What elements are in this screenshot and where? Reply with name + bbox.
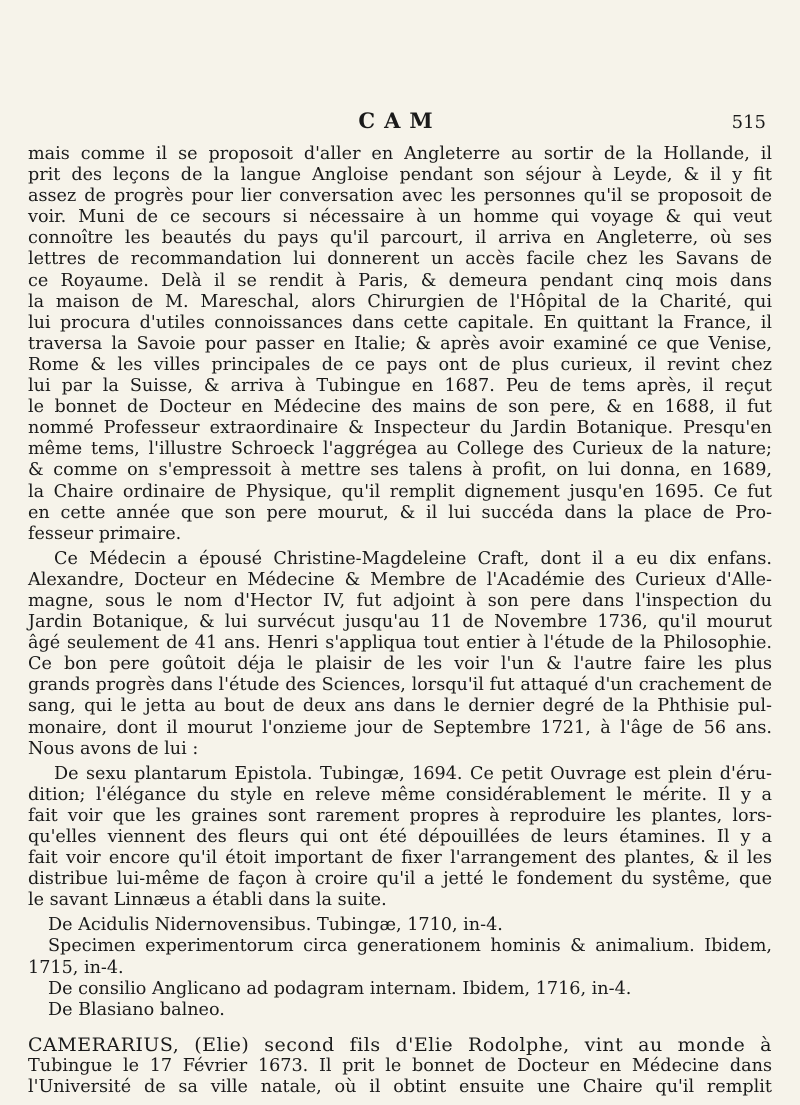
running-head-title: CAM — [358, 108, 442, 133]
text-line: le savant Linnæus a établi dans la suite. — [28, 890, 387, 911]
text-line: fesseur primaire. — [28, 523, 182, 544]
running-head — [0, 108, 800, 138]
text-line: nommé Professeur extraordinaire & Inspecteur du Jardin Botanique. Presqu'en — [28, 418, 772, 439]
text-line: Tubingue le 17 Février 1673. Il prit le bonnet de Docteur en Médecine dans — [28, 1055, 772, 1076]
text-line: la Chaire ordinaire de Physique, qu'il remplit dignement jusqu'en 1695. Ce fut — [28, 481, 772, 502]
text-line: & comme on s'empressoit à mettre ses talens à profit, on lui donna, en 1689, — [28, 460, 772, 481]
text-line: lui procura d'utiles connoissances dans cette capitale. En quittant la France, il — [28, 312, 772, 333]
page-number: 515 — [731, 112, 766, 133]
text-line: même tems, l'illustre Schroeck l'aggrégea au College des Curieux de la nature; — [28, 439, 772, 460]
text-line: distribue lui-même de façon à croire qu'il a jetté le fondement du systême, que — [28, 869, 772, 890]
text-line: Nous avons de lui : — [28, 738, 199, 759]
text-line: 1715, in-4. — [28, 957, 124, 978]
text-line: magne, sous le nom d'Hector IV, fut adjoint à son pere dans l'inspection du — [28, 590, 772, 611]
text-line: Jardin Botanique, & lui survécut jusqu'au 11 de Novembre 1736, qu'il mourut — [28, 612, 772, 633]
text-line: âgé seulement de 41 ans. Henri s'appliqua tout entier à l'étude de la Philosophie. — [28, 633, 772, 654]
text-line: grands progrès dans l'étude des Sciences, lorsqu'il fut attaqué d'un crachement de — [28, 675, 772, 696]
text-line: fait voir encore qu'il étoit important de fixer l'arrangement des plantes, & il les — [28, 848, 772, 869]
text-line: CAMERARIUS, (Elie) second fils d'Elie Rodolphe, vint au monde à — [28, 1033, 772, 1056]
text-line: Ce bon pere goûtoit déja le plaisir de les voir l'un & l'autre faire les plus — [28, 654, 772, 675]
text-line: prit des leçons de la langue Angloise pendant son séjour à Leyde, & il y fit — [28, 165, 772, 186]
text-line: De consilio Anglicano ad podagram internam. Ibidem, 1716, in-4. — [48, 978, 632, 999]
text-line: qu'elles viennent des fleurs qui ont été dépouillées de leurs étamines. Il y a — [28, 827, 772, 847]
text-line: assez de progrès pour lier conversation avec les personnes qu'il se proposoit de — [28, 186, 772, 207]
text-line: le bonnet de Docteur en Médecine des mains de son pere, & en 1688, il fut — [28, 397, 772, 418]
text-line: connoître les beautés du pays qu'il parcourt, il arriva en Angleterre, où ses — [28, 228, 772, 249]
text-line: fait voir que les graines sont rarement propres à reproduire les plantes, lors- — [28, 805, 772, 826]
text-line: De sexu plantarum Epistola. Tubingæ, 1694. Ce petit Ouvrage est plein d'éru- — [54, 763, 772, 784]
text-line: Rome & les villes principales de ce pays ont de plus curieux, il revint chez — [28, 354, 772, 375]
text-line: en cette année que son pere mourut, & il lui succéda dans la place de Pro- — [28, 502, 772, 523]
text-line: De Blasiano balneo. — [48, 999, 225, 1020]
text-line: ce Royaume. Delà il se rendit à Paris, & demeura pendant cinq mois dans — [28, 270, 772, 291]
text-line: traversa la Savoie pour passer en Italie; & après avoir examiné ce que Venise, — [28, 333, 772, 354]
text-line: monaire, dont il mourut l'onzieme jour de Septembre 1721, à l'âge de 56 ans. — [28, 717, 772, 738]
paragraph — [28, 1035, 772, 1098]
text-line: Ce Médecin a épousé Christine-Magdeleine Craft, dont il a eu dix enfans. — [54, 548, 772, 569]
text-line: voir. Muni de ce secours si nécessaire à un homme qui voyage & qui veut — [28, 207, 772, 228]
text-line: l'Université de sa ville natale, où il obtint ensuite une Chaire qu'il remplit — [28, 1077, 772, 1098]
text-line: la maison de M. Mareschal, alors Chirurgien de l'Hôpital de la Charité, qui — [28, 291, 772, 312]
paragraph — [28, 549, 772, 760]
text-line: mais comme il se proposoit d'aller en Angleterre au sortir de la Hollande, il — [28, 144, 772, 164]
text-line: sang, qui le jetta au bout de deux ans dans le dernier degré de la Phthisie pul- — [28, 696, 772, 717]
paragraph — [28, 764, 772, 912]
text-line: lettres de recommandation lui donnerent un accès facile chez les Savans de — [28, 249, 772, 270]
text-line: lui par la Suisse, & arriva à Tubingue en 1687. Peu de tems après, il reçut — [28, 376, 772, 397]
body-text — [28, 144, 772, 1098]
paragraph — [28, 144, 772, 545]
text-line: Alexandre, Docteur en Médecine & Membre de l'Académie des Curieux d'Alle- — [28, 569, 772, 590]
text-line: dition; l'élégance du style en releve même considérablement le mérite. Il y a — [28, 784, 772, 805]
text-line: Specimen experimentorum circa generationem hominis & animalium. Ibidem, — [48, 936, 772, 957]
paragraph — [28, 915, 772, 1020]
text-line: De Acidulis Nidernovensibus. Tubingæ, 1710, in-4. — [48, 915, 503, 936]
